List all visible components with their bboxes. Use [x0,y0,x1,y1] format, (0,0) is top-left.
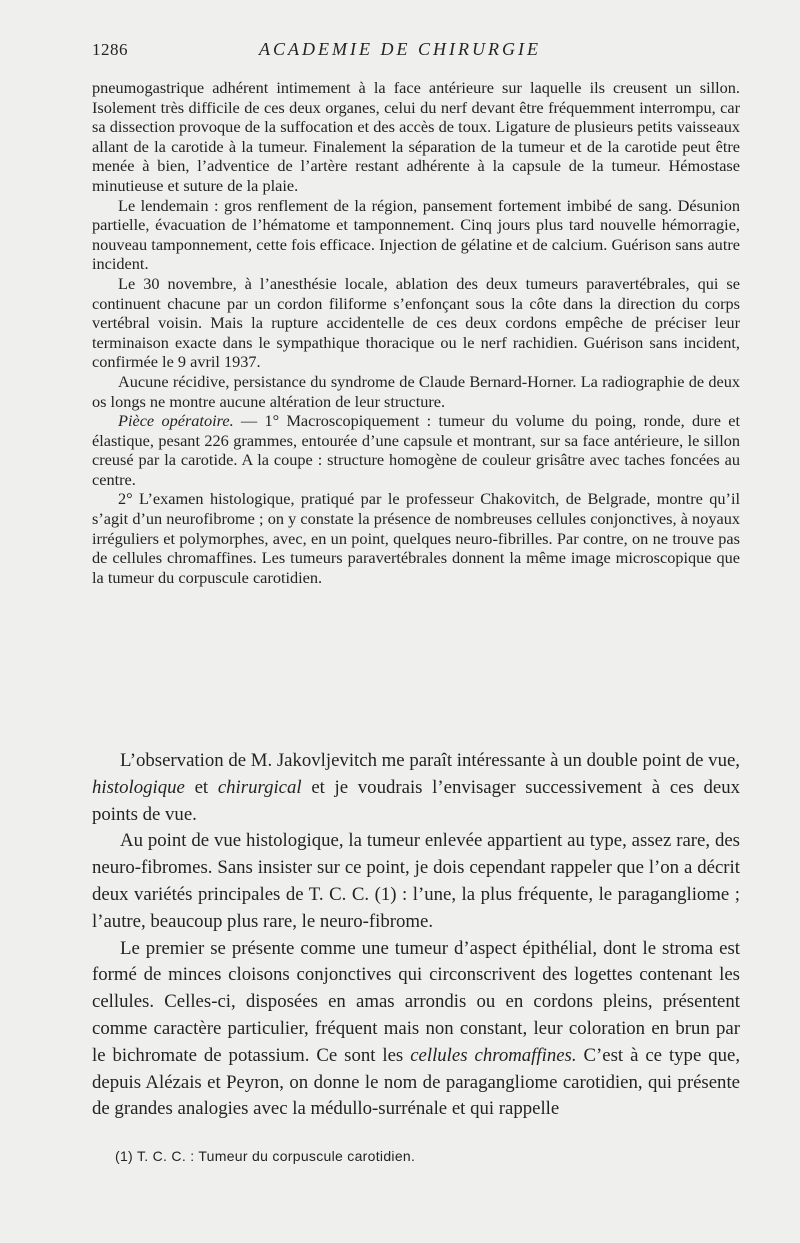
commentary-section [92,748,740,1123]
case-report-section [92,78,740,587]
running-title: ACADEMIE DE CHIRURGIE [259,39,541,59]
case-paragraph: Le 30 novembre, à l’anesthésie locale, ablation des deux tumeurs paravertébrales, qui se continuent chacune par un cordon filiforme s’enfonçant sous la côte dans la direction du corps vertébral voisin. Mais la rupture accidentelle de ces deux cordons empêche de préciser leur terminaison exacte dans le sympathique thoracique ou le nerf rachidien. Guérison sans incident, confirmée le 9 avril 1937. [92,273,740,372]
case-paragraph: 2° L’examen histologique, pratiqué par le professeur Chakovitch, de Belgrade, montre qu’il s’agit d’un neurofibrome ; on y constate la présence de nombreuses cellules conjonctives, à noyaux irréguliers et polymorphes, avec, en un point, quelques neuro-fibrilles. Par contre, on ne trouve pas de cellules chromaffines. Les tumeurs paravertébrales donnent la même image microscopique que la tumeur du corpuscule carotidien. [92,489,740,587]
emphasis-chromaffines: cellules chromaffines. [410,1044,577,1066]
text-run: L’observation de M. Jakovljevitch me paraît intéressante à un double point de vue, [120,750,740,771]
commentary-paragraph [92,748,740,828]
case-paragraph: pneumogastrique adhérent intimement à la face antérieure sur laquelle ils creusent un sillon. Isolement très difficile de ces deux organes, celui du nerf devant être fréquemment interrompu, car sa dissection provoque de la suffocation et des accès de toux. Ligature de plusieurs petits vaisseaux allant de la carotide à la tumeur. Finalement la séparation de la tumeur et de la carotide peut être menée à bien, l’adventice de l’artère restant adhérente à la capsule de la tumeur. Hémostase minutieuse et suture de la plaie. [92,78,740,195]
text-run: et je voudrais l’envisager successivement à ces deux points de vue. [92,776,740,825]
page-number: 1286 [92,40,128,59]
commentary-paragraph: Au point de vue histologique, la tumeur enlevée appartient au type, assez rare, des neuro-fibromes. Sans insister sur ce point, je dois cependant rappeler que l’on a décrit deux variétés principales de T. C. C. (1) : l’une, la plus fréquente, le paragangliome ; l’autre, beaucoup plus rare, le neuro-fibrome. [92,830,740,932]
text-run: et [184,776,218,798]
footnote: (1) T. C. C. : Tumeur du corpuscule carotidien. [115,1148,416,1164]
case-paragraph: Le lendemain : gros renflement de la région, pansement fortement imbibé de sang. Désunion partielle, évacuation de l’hématome et tamponnement. Cinq jours plus tard nouvelle hémorragie, nouveau tamponnement, cette fois efficace. Injection de gélatine et de calcium. Guérison sans autre incident. [92,195,740,274]
commentary-paragraph [92,936,740,1124]
case-paragraph: Aucune récidive, persistance du syndrome de Claude Bernard-Horner. La radiographie de deux os longs ne montre aucune altération de leur structure. [92,371,740,411]
specimen-label: Pièce opératoire. [118,411,234,431]
emphasis-chirurgical: chirurgical [217,776,302,798]
emphasis-histologique: histologique [92,776,185,798]
text-run: Le premier se présente comme une tumeur d’aspect épithélial, dont le stroma est formé de minces cloisons conjonctives qui circonscrivent des logettes contenant les cellules. Celles-ci, disposées en amas arrondis ou en cordons pleins, présentent comme caractère particulier, fréquent mais non constant, leur coloration en brun par le bichromate de potassium. Ce sont les [92,937,740,1066]
text-run: C’est à ce type que, depuis Alézais et Peyron, on donne le nom de paragangliome carotidien, qui présente de grandes analogies avec la médullo-surrénale et qui rappelle [92,1044,741,1120]
specimen-text: — 1° Macroscopiquement : tumeur du volume du poing, ronde, dure et élastique, pesant 226 grammes, entourée d’une capsule et montrant, sur sa face antérieure, le sillon creusé par la carotide. A la coupe : structure homogène de couleur grisâtre avec taches foncées au centre. [92,411,740,489]
case-paragraph-specimen [92,411,740,489]
